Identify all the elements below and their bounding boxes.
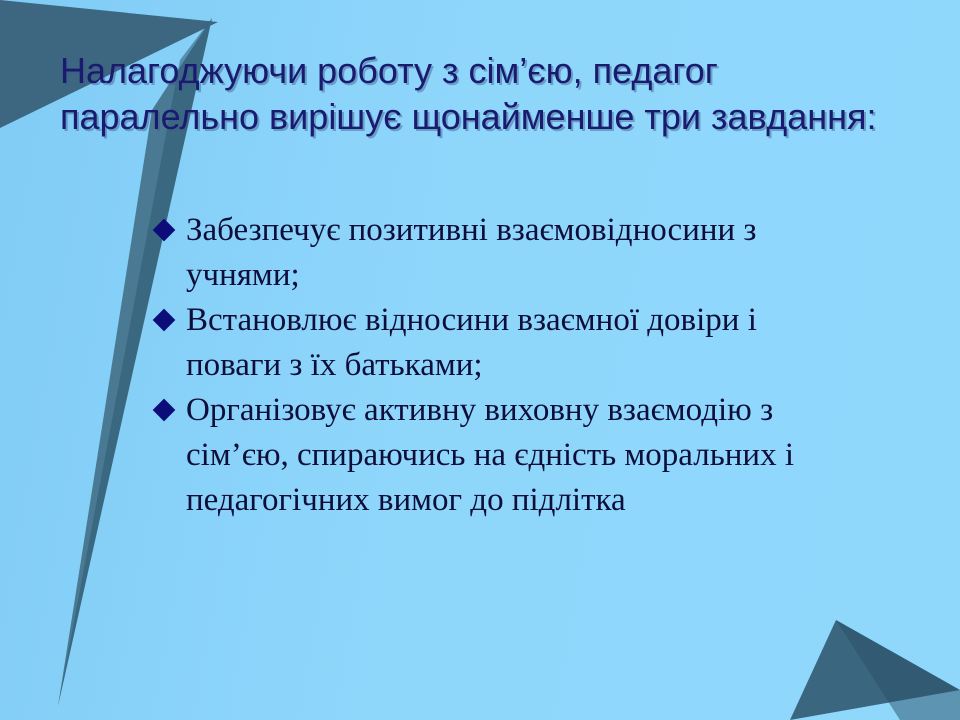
bullet-3-line-3: педагогічних вимог до підлітка — [186, 482, 626, 518]
bullet-1-line-1: Забезпечує позитивні взаємовідносини з — [186, 212, 757, 248]
bullet-list — [152, 208, 892, 523]
bullet-2-line-2: поваги з їх батьками; — [186, 347, 483, 383]
bullet-item-3 — [152, 388, 892, 523]
diamond-bullet-icon — [153, 219, 176, 242]
slide-title — [60, 48, 920, 140]
title-line-1: Налагоджуючи роботу з сім’єю, педагог — [60, 50, 718, 91]
bullet-3-line-2: сім’єю, спираючись на єдність моральних і — [186, 437, 795, 473]
bullet-2-line-1: Встановлює відносини взаємної довіри і — [186, 302, 757, 338]
bullet-item-2 — [152, 298, 892, 388]
bullet-item-1 — [152, 208, 892, 298]
diamond-bullet-icon — [153, 309, 176, 332]
diamond-bullet-icon — [153, 399, 176, 422]
bullet-1-line-2: учнями; — [186, 257, 300, 293]
bullet-3-line-1: Організовує активну виховну взаємодію з — [186, 392, 774, 428]
title-line-2: паралельно вирішує щонайменше три завдання: — [60, 96, 877, 137]
